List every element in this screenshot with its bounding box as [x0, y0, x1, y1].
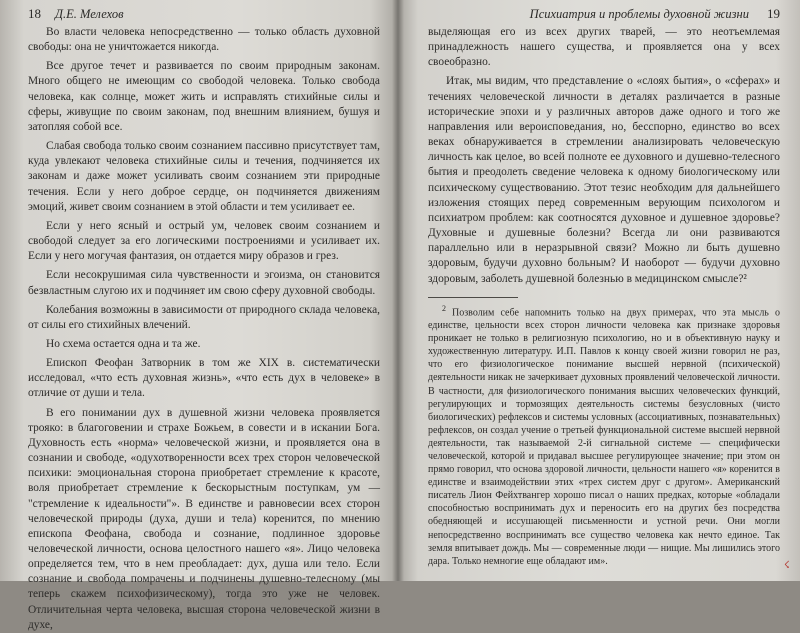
left-paragraph: Епископ Феофан Затворник в том же XIX в. систематически исследовал, «что есть духовная жизнь», «что есть дух в человеке» в отличие от души и тела. [28, 357, 380, 400]
footnote-rule [428, 297, 518, 298]
left-running-head-author: Д.Е. Мелехов [55, 7, 124, 21]
left-paragraph: В его понимании дух в душевной жизни человека проявляется трояко: в благоговении и страхе Божьем, в совести и в искании Бога. Духовность есть «норма» человеческой жизни, и проявляется она в сознании и свободе, «одухотворенности всех трех сторон человеческой психики: эмоциональная сторона приобретает стремление к красоте, воля приобретает стремление к бескорыстным поступкам, ум — "стремление к идеальности"». В единстве и равновесии всех сторон человеческой природы (духа, души и тела) коренится, по мнению епископа Феофана, свобода и сознание, подлинное здоровье человеческой личности, основа целостного нашего «я». Лицо человека определяется тем, что в нем преобладает: дух, душа или тело. Если сознание и свобода помрачены и подчинены душевно-телесному (мы теперь скажем психофизическому), тогда это уже не человек. Отличительная черта человека, высшая сторона человеческой жизни в духе, [28, 406, 380, 631]
left-paragraph: Во власти человека непосредственно — только область духовной свободы: она не уничтожается никогда. [28, 26, 380, 54]
left-running-head [28, 6, 380, 24]
left-paragraph: Слабая свобода только своим сознанием пассивно присутствует там, куда увлекают человека стихийные силы и течения, подчиняется их законам и даже может усиливать своим сознанием эти природные течения. Если у него доброе сердце, он подчиняется движениям эмоций, живет своим сознанием в этой области и тем усиливает ее. [28, 140, 380, 213]
right-page [398, 0, 800, 581]
footnote [428, 302, 780, 568]
left-paragraph: Если у него ясный и острый ум, человек своим сознанием и свободой следует за его логическими построениями и усиливает их. Если у него могучая фантазия, он отдается миру образов и грез. [28, 219, 380, 263]
book-gutter [392, 0, 404, 581]
left-paragraph: Все другое течет и развивается по своим природным законам. Много общего не имеющим со свободой человека. Только свобода человека, как солнце, может жить и исправлять стихийные силы и сферы, живущие по своим законам, под внешним влиянием, бушуя и затопляя собой все. [28, 60, 380, 133]
left-paragraph: Но схема остается одна и та же. [46, 337, 201, 350]
left-body-text [28, 25, 380, 633]
right-running-head [428, 6, 780, 24]
footnote-mark: 2 [442, 303, 446, 313]
right-body-text [428, 25, 780, 287]
right-paragraph: Итак, мы видим, что представление о «слоях бытия», о «сферах» и течениях человеческой личности в деталях различается в разные исторические эпохи и у различных авторов даже одного и того же направления или вероисповедания, но, бесспорно, единство во всех веках обнаруживается в стремлении анализировать человеческую личность как целое, во всей полноте ее духовного и душевно-телесного бытия и преодолеть сведение человека к одному биологическому или психическому существованию. Этот тезис необходим для дальнейшего изложения стоящих перед современным верующим психологом и психиатром проблем: как соотносятся духовное и душевное здоровье? Духовные и душевные болезни? Всегда ли они развиваются параллельно или в неразрывной связи? Можно ли быть душевно здоровым, будучи духовно больным? И наоборот — будучи духовно здоровым, заболеть душевной болезнью в медицинском смысле?² [428, 75, 780, 285]
right-paragraph: выделяющая его из всех других тварей, — это неотъемлемая принадлежность нашего существа, и проявляется она у всех своеобразно. [428, 26, 780, 69]
left-page-number: 18 [28, 6, 41, 21]
edge-mark-icon: ☇ [784, 560, 790, 571]
left-paragraph: Колебания возможны в зависимости от природного склада человека, от силы его стихийных влечений. [28, 303, 380, 331]
footnote-text: Позволим себе напомнить только на двух примерах, что эта мысль о единстве, цельности всех сторон личности человека как признаке здоровья проникает не только в религиозную психологию, но и в объективную науку и художественную литературу. И.П. Павлов к концу своей жизни говорил не раз, что его физиологическое понимание высшей нервной (психической) деятельности никак не зачеркивает духовных проявлений человеческой личности. В частности, для физиологического понимания высших человеческих функций, регулирующих и тормозящих деятельность системы безусловных (чисто биологических) рефлексов и системы условных (ассоциативных, познавательных) рефлексов, он создал учение о третьей функциональной системе высшей нервной деятельности, так называемой 2-й сигнальной системе — специфически человеческой, которой и придавал высшее регулирующее значение; при этом он прямо говорил, что основа здоровой личности, цельности нашего «я» коренится в единстве и взаимодействии этих «трех систем друг с другом». Американский писатель Лион Фейхтвангер хорошо писал о наших предках, которые «обладали способностью воспринимать дух и переносить его на других без посредства обедняющей и иссушающей письменности и устной речи. Они могли непосредственно воспринимать все существо человека как нечто единое. Так земля впитывает дождь. Мы — современные люди — нищие. Мы лишились этого дара. Только немногие еще обладают им». [428, 306, 780, 567]
right-page-number: 19 [767, 6, 780, 21]
left-page [0, 0, 398, 631]
right-running-head-title: Психиатрия и проблемы духовной жизни [529, 7, 749, 21]
left-paragraph: Если несокрушимая сила чувственности и эгоизма, он становится безвластным слугою их и подчиняет им свою сферу духовной свободы. [28, 269, 380, 297]
